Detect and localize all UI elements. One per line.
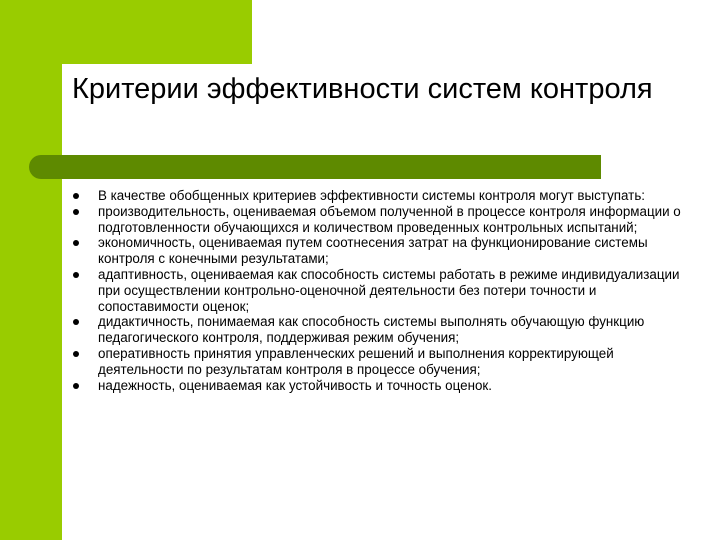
bullet-item-efficiency <box>72 346 692 378</box>
bullet-dot-icon <box>73 383 79 389</box>
bullet-dot-icon <box>73 319 79 325</box>
bullet-dot-icon <box>73 240 79 246</box>
bullet-text: экономичность, оцениваемая путем соотнесения затрат на функционирование системы контроля с конечными результатами; <box>98 235 648 267</box>
slide-title: Критерии эффективности систем контроля <box>72 73 653 105</box>
title-divider-bar <box>29 155 601 179</box>
bullet-text: дидактичность, понимаемая как способность системы выполнять обучающую функцию педагогического контроля, поддерживая режим обучения; <box>98 314 645 346</box>
bullet-text: производительность, оцениваемая объемом полученной в процессе контроля информации о подготовленности обучающихся и количеством проведенных контрольных испытаний; <box>98 203 681 235</box>
bullet-dot-icon <box>73 351 79 357</box>
decorative-green-block <box>0 0 252 64</box>
slide-body <box>72 188 692 393</box>
bullet-dot-icon <box>73 272 79 278</box>
bullet-dot-icon <box>73 193 79 199</box>
bullet-item-economy <box>72 235 692 267</box>
bullet-item-adaptivity <box>72 267 692 314</box>
bullet-item-reliability <box>72 378 692 394</box>
bullet-item-didactic <box>72 314 692 346</box>
bullet-item-productivity <box>72 204 692 236</box>
decorative-green-strip <box>0 64 62 540</box>
bullet-text: адаптивность, оцениваемая как способность системы работать в режиме индивидуализации при осуществлении контрольно-оценочной деятельности без потери точности и сопоставимости оценок; <box>98 266 680 314</box>
bullet-text: оперативность принятия управленческих решений и выполнения корректирующей деятельности по результатам контроля в процессе обучения; <box>98 345 614 377</box>
bullet-dot-icon <box>73 209 79 215</box>
bullet-list <box>72 188 692 393</box>
bullet-text: надежность, оцениваемая как устойчивость и точность оценок. <box>98 377 493 393</box>
bullet-text: В качестве обобщенных критериев эффективности системы контроля могут выступать: <box>98 188 646 203</box>
bullet-item-general-criteria <box>72 188 692 204</box>
